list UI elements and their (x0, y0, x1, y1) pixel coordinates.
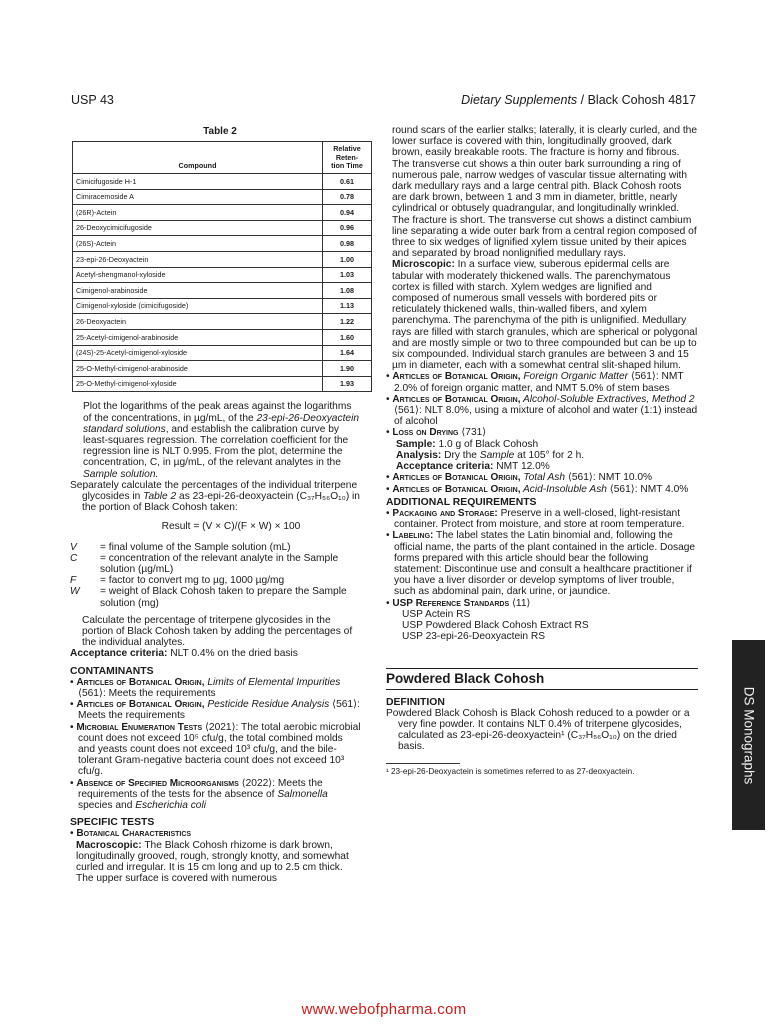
t5-italic: Acid-Insoluble Ash (520, 483, 607, 495)
analysis-b: Sample (479, 449, 515, 461)
plot-d: Sample solution. (83, 468, 159, 480)
table-row (73, 376, 372, 392)
botanical-label: Botanical Characteristics (76, 828, 192, 840)
calc-block (70, 401, 362, 659)
def-text: = final volume of the Sample solution (mL) (100, 541, 291, 553)
right-acceptance-text: NMT 12.0% (493, 461, 550, 473)
sep-a: Separately calculate the percentages of the individual triterpene glycosides in (70, 479, 358, 502)
compound-cell: 25-O-Methyl-cimigenol-xyloside (73, 376, 323, 392)
footnote-rule (386, 763, 460, 764)
def-symbol: F (70, 575, 77, 587)
test-item: • Articles of Botanical Origin, Total Ash ⟨561⟩: NMT 10.0% (386, 472, 653, 484)
test-item: • Articles of Botanical Origin, Foreign Organic Matter ⟨561⟩: NMT 2.0% of foreign organic matter, and NMT 5.0% of stem bases (386, 371, 684, 394)
compound-cell: 23-epi-26-Deoxyactein (73, 251, 323, 267)
contaminant-item: • Absence of Specified Microorganisms ⟨2022⟩: Meets the requirements of the tests for the absence of Salmonella species and Escherichia coli (70, 777, 328, 811)
analysis-label: Analysis: (396, 449, 442, 461)
definition-heading: DEFINITION (386, 696, 445, 708)
macroscopic-paragraph (70, 840, 362, 885)
compound-cell: 25-O-Methyl-cimigenol-arabinoside (73, 361, 323, 377)
rs-item: USP Actein RS (402, 608, 471, 620)
def-row (70, 575, 362, 586)
rrt-cell: 1.08 (323, 283, 372, 299)
sample-label: Sample: (396, 438, 436, 450)
table-header-rrt (323, 142, 372, 174)
table-row (73, 298, 372, 314)
t5-label: Articles of Botanical Origin, (392, 483, 521, 495)
powdered-section (386, 668, 698, 776)
side-tab-label: DS Monographs (741, 686, 756, 784)
def-text: = weight of Black Cohosh taken to prepare the Sample solution (mg) (100, 586, 347, 609)
t2-label: Articles of Botanical Origin, (392, 393, 521, 405)
compound-cell: Cimiracemoside A (73, 189, 323, 205)
pack-label: Packaging and Storage: (392, 507, 498, 519)
plot-paragraph (70, 401, 362, 479)
microscopic-label: Microscopic: (392, 259, 455, 271)
table-row (73, 189, 372, 205)
sample-text: 1.0 g of Black Cohosh (435, 438, 539, 450)
side-tab (732, 640, 765, 830)
cont2-rest: ⟨561⟩: Meets the requirements (78, 699, 360, 722)
rrt-cell: 0.61 (323, 173, 372, 189)
header-right-rest: / Black Cohosh 4817 (577, 93, 696, 107)
right-acceptance-label: Acceptance criteria: (396, 461, 494, 473)
labeling-label: Labeling: (392, 530, 434, 542)
def-text: = factor to convert mg to µg, 1000 µg/mg (100, 575, 285, 587)
result-formula: Result = (V × C)/(F × W) × 100 (161, 521, 301, 533)
table-title: Table 2 (203, 126, 237, 137)
rs-item: USP Powdered Black Cohosh Extract RS (402, 619, 589, 631)
table-row (73, 220, 372, 236)
rrt-cell: 1.13 (323, 298, 372, 314)
t1-rest: ⟨561⟩: NMT 2.0% of foreign organic matter, and NMT 5.0% of stem bases (394, 371, 684, 394)
table-row (73, 361, 372, 377)
plot-a: Plot the logarithms of the peak areas against the logarithms of the concentrations, in µg/mL, of the (83, 401, 352, 424)
left-column (70, 125, 362, 884)
table-row (73, 251, 372, 267)
t3-label: Loss on Drying (392, 427, 459, 439)
cont2-label: Articles of Botanical Origin, (76, 699, 205, 711)
rrt-cell: 1.90 (323, 361, 372, 377)
contaminant-item: • Articles of Botanical Origin, Pesticide Residue Analysis ⟨561⟩: Meets the requirements (70, 699, 360, 722)
table-row (73, 283, 372, 299)
compound-cell: (24S)-25-Acetyl-cimigenol-xyloside (73, 345, 323, 361)
table-row (73, 345, 372, 361)
left-acceptance (70, 648, 362, 659)
analysis-c: at 105° for 2 h. (514, 449, 585, 461)
test-item: • Loss on Drying ⟨731⟩ (386, 427, 487, 439)
compound-cell: Cimigenol-arabinoside (73, 283, 323, 299)
header-right-italic: Dietary Supplements (461, 93, 578, 107)
t1-label: Articles of Botanical Origin, (392, 371, 521, 383)
t5-rest: ⟨561⟩: NMT 4.0% (606, 483, 689, 495)
rrt-cell: 0.78 (323, 189, 372, 205)
rs-item: USP 23-epi-26-Deoxyactein RS (402, 631, 546, 643)
sep-b: Table 2 (143, 490, 177, 502)
requirement-item: • Labeling: The label states the Latin binomial and, following the official name, the parts of the plant contained in the article. Dosage forms prepared with this article should bear the following statement: Discontinue use and consult a healthcare practitioner if you have a liver disorder or develop symptoms of liver trouble, such as abdominal pain, dark urine, or jaundice. (386, 530, 696, 598)
cont4-rest-a: ⟨2022⟩: Meets the requirements of the tests for the absence of (78, 777, 323, 800)
plot-b: 23-epi-26-Deoxyactein standard solutions (83, 412, 359, 435)
rrt-cell: 0.98 (323, 236, 372, 252)
cont1-label: Articles of Botanical Origin, (76, 676, 205, 688)
left-acceptance-label: Acceptance criteria: (70, 648, 168, 660)
test-item: • Articles of Botanical Origin, Alcohol-Soluble Extractives, Method 2 ⟨561⟩: NLT 8.0%, using a mixture of alcohol and water (1:1) instead of alcohol (386, 393, 698, 428)
botanical-characteristics: • Botanical Characteristics (70, 828, 192, 840)
test-item: • Articles of Botanical Origin, Acid-Insoluble Ash ⟨561⟩: NMT 4.0% (386, 483, 689, 495)
t1-italic: Foreign Organic Matter (520, 371, 629, 383)
cont3-label: Microbial Enumeration Tests (76, 721, 203, 733)
table-2 (72, 141, 372, 392)
usp-rs-rest: ⟨11⟩ (509, 597, 531, 609)
def-row (70, 553, 362, 575)
calculate-paragraph: Calculate the percentage of triterpene glycosides in the portion of Black Cohosh taken by adding the percentages of the individual analytes. (82, 614, 353, 649)
section-rule-top (386, 668, 698, 669)
t3-rest: ⟨731⟩ (458, 427, 487, 439)
macroscopic-continued: round scars of the earlier stalks; laterally, it is clearly curled, and the lower surface is covered with thin, longitudinally grooved, dark brown, easily breakable roots. The fracture is horny and fibrous. The transverse cut shows a thin outer bark surrounding a ring of numerous pale, narrow wedges of vascular tissue alternating with dark medullary rays and a large central pith. Black Cohosh roots are dark brown, between 1 and 3 mm in diameter, brittle, nearly cylindrical or obtusely quadrangular, and longitudinally wrinkled. The fracture is short. The transverse cut shows a distinct cambium line separating a wide outer bark from a central region composed of three to six wedges of lignified xylem tissue united by their apices and separated by broad nonlignified medullary rays. (392, 125, 698, 260)
compound-cell: Acetyl-shengmanol-xyloside (73, 267, 323, 283)
cont4-italic-b: Escherichia coli (135, 800, 206, 811)
sample-line (386, 439, 698, 450)
rrt-cell: 1.64 (323, 345, 372, 361)
definitions (70, 542, 362, 609)
cont2-italic: Pesticide Residue Analysis (204, 699, 330, 711)
requirement-item: • Packaging and Storage: Preserve in a well-closed, light-resistant container. Protect from moisture, and store at room temperature. (386, 507, 685, 531)
rrt-line-3: tion Time (331, 161, 363, 171)
plot-c: , and establish the calibration curve by least-squares regression. The correlation coefficient for the regression line is NLT 0.995. From the plot, determine the concentration, C, in µg/mL, of the relevant analytes in the (83, 423, 349, 469)
rrt-line-2: Reten- (335, 152, 359, 162)
table-row (73, 173, 372, 189)
cont4-italic-a: Salmonella (277, 788, 328, 800)
table-row (73, 329, 372, 345)
def-symbol: V (70, 541, 77, 553)
def-symbol: W (70, 586, 80, 598)
rrt-line-1: Relative (333, 144, 361, 154)
macroscopic-text: The Black Cohosh rhizome is dark brown, longitudinally grooved, rough, strongly knotty, and somewhat curled and irregular. It is 15 cm long and up to 2.5 cm thick. The upper surface is covered with numerous (76, 839, 349, 885)
table-row (73, 236, 372, 252)
sep-c: as 23-epi-26-deoxyactein (C₃₇H₅₆O₁₀) in the portion of Black Cohosh taken: (82, 490, 360, 514)
rrt-cell: 0.94 (323, 205, 372, 221)
separately-paragraph (70, 480, 362, 514)
t4-label: Articles of Botanical Origin, (392, 472, 521, 484)
analysis-a: Dry the (441, 449, 480, 461)
compound-cell: Cimigenol-xyloside (cimicifugoside) (73, 298, 323, 314)
rrt-cell: 1.03 (323, 267, 372, 283)
microscopic-paragraph (386, 259, 698, 371)
footer-url: www.webofpharma.com (301, 1001, 467, 1018)
rrt-cell: 1.22 (323, 314, 372, 330)
rrt-cell: 1.00 (323, 251, 372, 267)
compound-cell: 26-Deoxyactein (73, 314, 323, 330)
compound-cell: (26R)-Actein (73, 205, 323, 221)
rrt-cell: 0.96 (323, 220, 372, 236)
cont4-label: Absence of Specified Microorganisms (76, 777, 239, 789)
specific-tests-heading: SPECIFIC TESTS (70, 817, 155, 829)
t2-rest: ⟨561⟩: NLT 8.0%, using a mixture of alcohol and water (1:1) instead of alcohol (394, 405, 698, 428)
usp-rs-label: USP Reference Standards (392, 597, 510, 609)
section-rule-bottom (386, 689, 698, 690)
additional-requirements-heading: ADDITIONAL REQUIREMENTS (386, 496, 537, 508)
cont1-rest: ⟨561⟩: Meets the requirements (78, 687, 216, 699)
labeling-text: The label states the Latin binomial and, following the official name, the parts of the plant contained in the article. Dosage forms prepared with this article should bear the following statement: Discontinue use and consult a healthcare practitioner if you have a liver disorder or develop symptoms of liver trouble, such as abdominal pain, dark urine, or jaundice. (394, 530, 696, 598)
microscopic-text: In a surface view, suberous epidermal cells are tabular with moderately thickened walls. The parenchymatous cortex is filled with starch. Xylem wedges are lignified and composed of numerous small vessels with bordered pits or reticulately thickened walls, thin-walled fibers, and xylem parenchyma. The parenchyma of the pith is unlignified. Medullary rays are filled with starch granules, which are spherical or polygonal and are mostly simple or two to three compounded but can be up to six compounded. Individual starch granules are between 3 and 15 µm in diameter, each with a somewhat central slit-shaped hilum. (392, 259, 698, 372)
rrt-cell: 1.60 (323, 329, 372, 345)
contaminants-heading: CONTAMINANTS (70, 665, 154, 677)
footnote: ¹ 23-epi-26-Deoxyactein is sometimes referred to as 27-deoxyactein. (386, 766, 635, 776)
compound-cell: 26-Deoxycimicifugoside (73, 220, 323, 236)
table-body (73, 173, 372, 391)
definition-text: Powdered Black Cohosh is Black Cohosh reduced to a powder or a very fine powder. It contains NLT 0.4% of triterpene glycosides, calculated as 23-epi-26-deoxyactein¹ (C₃₇H₅₆O₁₀) on the dried basis. (386, 707, 690, 753)
def-row (70, 586, 362, 608)
table-row (73, 205, 372, 221)
def-text: = concentration of the relevant analyte in the Sample solution (µg/mL) (100, 552, 339, 575)
compound-cell: 25-Acetyl-cimigenol-arabinoside (73, 329, 323, 345)
t4-italic: Total Ash (520, 472, 566, 484)
cont4-rest-b: species and (78, 800, 136, 811)
table-header-compound: Compound (73, 142, 323, 174)
cont1-italic: Limits of Elemental Impurities (204, 676, 341, 688)
contaminant-item: • Microbial Enumeration Tests ⟨2021⟩: The total aerobic microbial count does not exceed 10⁵ cfu/g, the total combined molds and yeasts count does not exceed 10³ cfu/g, and the bile-tolerant Gram-negative bacteria count does not exceed 10³ cfu/g. (70, 721, 361, 778)
left-acceptance-text: NLT 0.4% on the dried basis (167, 648, 298, 660)
table-row (73, 314, 372, 330)
right-acceptance (386, 461, 698, 472)
rrt-cell: 1.93 (323, 376, 372, 392)
compound-cell: Cimicifugoside H-1 (73, 173, 323, 189)
analysis-line (386, 450, 698, 461)
pack-text: Preserve in a well-closed, light-resistant container. Protect from moisture, and store at room temperature. (394, 507, 685, 531)
section-title: Powdered Black Cohosh (386, 671, 545, 687)
header-right (461, 93, 696, 107)
right-column (386, 125, 698, 777)
requirement-item: • USP Reference Standards ⟨11⟩ (386, 597, 531, 609)
def-row (70, 542, 362, 553)
compound-cell: (26S)-Actein (73, 236, 323, 252)
t4-rest: ⟨561⟩: NMT 10.0% (565, 472, 653, 484)
header-left: USP 43 (71, 93, 114, 107)
macroscopic-label: Macroscopic: (76, 839, 142, 851)
cont3-rest: ⟨2021⟩: The total aerobic microbial count does not exceed 10⁵ cfu/g, the total combined molds and yeasts count does not exceed 10³ cfu/g, and the bile-tolerant Gram-negative bacteria count does not exceed 10³ cfu/g. (78, 721, 361, 778)
t2-italic: Alcohol-Soluble Extractives, Method 2 (520, 393, 695, 405)
table-row (73, 267, 372, 283)
contaminant-item: • Articles of Botanical Origin, Limits of Elemental Impurities ⟨561⟩: Meets the requirements (70, 676, 341, 699)
def-symbol: C (70, 552, 78, 564)
